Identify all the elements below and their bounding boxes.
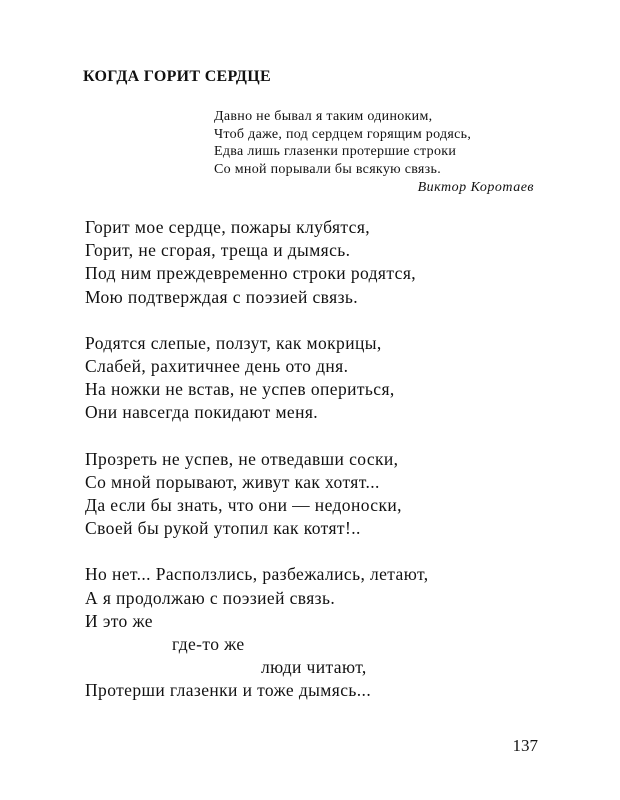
poem-line: Они навсегда покидают меня. bbox=[85, 402, 319, 423]
epigraph-author: Виктор Коротаев bbox=[417, 180, 534, 195]
poem-line: Своей бы рукой утопил как котят!.. bbox=[85, 518, 361, 539]
epigraph-line: Со мной порывали бы всякую связь. bbox=[214, 161, 441, 177]
poem-title: КОГДА ГОРИТ СЕРДЦЕ bbox=[83, 68, 271, 85]
poem-line: Мою подтверждая с поэзией связь. bbox=[85, 286, 359, 307]
epigraph-line: Чтоб даже, под сердцем горящим родясь, bbox=[214, 126, 472, 142]
stanza-4 bbox=[85, 563, 428, 702]
poem-line: Со мной порывают, живут как хотят... bbox=[85, 471, 380, 492]
stanza-3 bbox=[85, 448, 428, 541]
poem-line: На ножки не встав, не успев опериться, bbox=[85, 379, 395, 400]
poem-line: И это же bbox=[85, 610, 153, 631]
poem-line: Горит мое сердце, пожары клубятся, bbox=[85, 217, 371, 237]
poem-line-indented: люди читают, bbox=[261, 657, 367, 678]
poem-line: Родятся слепые, ползут, как мокрицы, bbox=[85, 332, 382, 353]
poem-line: Слабей, рахитичнее день ото дня. bbox=[85, 356, 349, 377]
poem-line: Протерши глазенки и тоже дымясь... bbox=[85, 680, 372, 701]
poem-line: Под ним преждевременно строки родятся, bbox=[85, 263, 417, 284]
epigraph bbox=[214, 108, 471, 178]
epigraph-line: Едва лишь глазенки протершие строки bbox=[214, 144, 457, 159]
poem-line-indented: где-то же bbox=[172, 634, 245, 655]
stanza-1 bbox=[85, 216, 428, 309]
poem-body bbox=[85, 216, 428, 726]
poem-line: А я продолжаю с поэзией связь. bbox=[85, 587, 336, 608]
stanza-2 bbox=[85, 332, 428, 425]
poem-line: Горит, не сгорая, треща и дымясь. bbox=[85, 240, 351, 261]
poem-line: Прозреть не успев, не отведавши соски, bbox=[85, 448, 399, 469]
poem-line: Но нет... Расползлись, разбежались, летают, bbox=[85, 564, 429, 585]
epigraph-line: Давно не бывал я таким одиноким, bbox=[214, 109, 433, 124]
page-number: 137 bbox=[512, 736, 538, 755]
poem-line: Да если бы знать, что они — недоноски, bbox=[85, 495, 402, 516]
